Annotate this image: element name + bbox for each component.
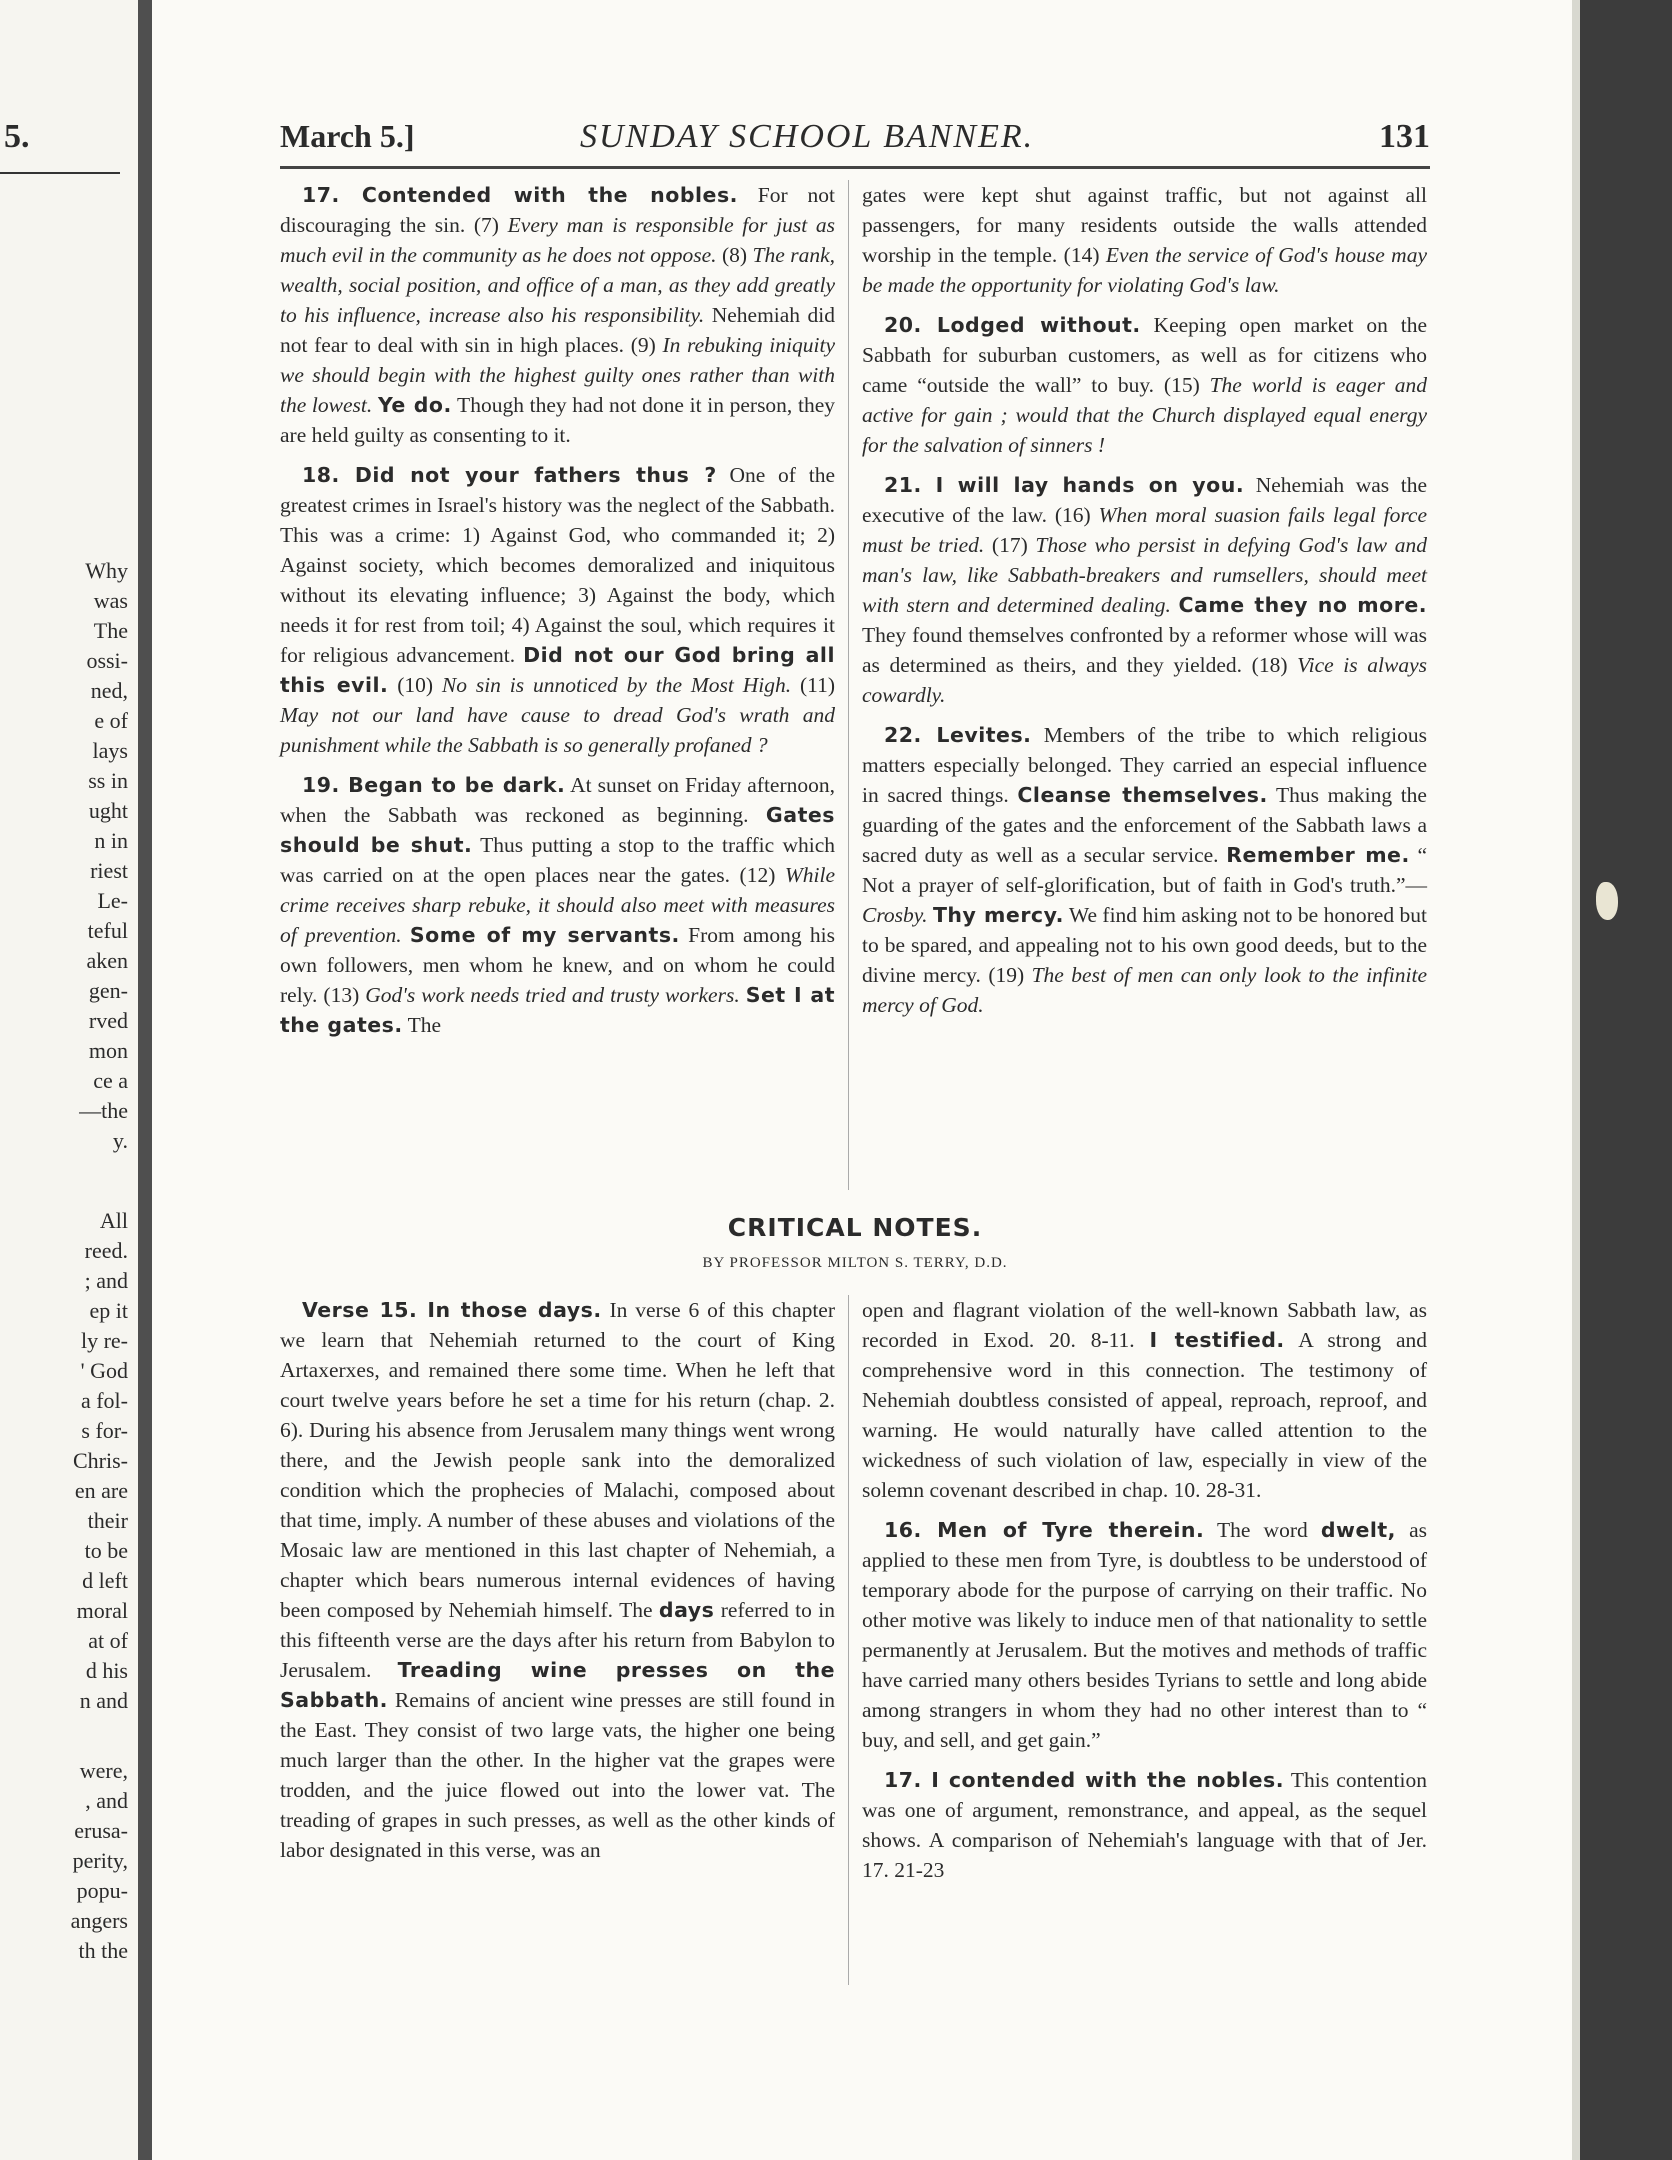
italic-lesson-run: Crosby. [862,903,928,927]
bold-heading-run: Treading wine presses on the Sabbath. [280,1658,836,1712]
previous-page-line: —the [79,1098,128,1123]
previous-page-line: ' God [80,1358,128,1383]
text-run: From among his own followers, men whom he knew, and on whom he could rely. (13) [280,923,835,1007]
text-run: “ Not a prayer of self-glorification, but of faith in God's truth.”— [862,843,1427,897]
bold-heading-run: Gates should be shut. [280,803,835,857]
bold-heading-run: Did not our God bring all this evil. [280,643,835,697]
text-run: For not discouraging the sin. (7) [280,183,835,237]
previous-page-line: erusa- [74,1818,128,1843]
previous-page-line: ossi- [86,648,128,673]
text-run: One of the greatest crimes in Israel's history was the neglect of the Sabbath. This was a crime: 1) Against God, who commanded it; 2) Against society, which becomes demoralized and iniquitous without its elevating influence; 3) Against the body, which needs it for rest from toil; 4) Against the soul, which requires it for religious advancement. [280,463,835,667]
previous-page-line: moral [76,1598,128,1623]
italic-lesson-run: May not our land have cause to dread God's wrath and punishment while the Sabbath is so generally profaned ? [280,703,835,757]
previous-page-line: , and [85,1788,128,1813]
text-run: open and flagrant violation of the well-known Sabbath law, as recorded in Exod. 20. 8-11. [862,1298,1427,1352]
previous-page-line: mon [88,1038,128,1063]
previous-page-line: popu- [76,1878,128,1903]
text-run: We find him asking not to be honored but to be spared, and appealing not to his own good deeds, but to the divine mercy. (19) [862,903,1427,987]
text-run: (17) [984,533,1036,557]
critical-notes-byline: BY PROFESSOR MILTON S. TERRY, D.D. [702,1255,1008,1271]
bold-heading-run: 20. Lodged without. [884,313,1141,337]
text-run [402,923,410,947]
text-run: Remains of ancient wine presses are still found in the East. They consist of two large vats, the higher one being much larger than the other. In the higher vat the grapes were trodden, and the juice flowed out into the lower vat. The treading of grapes in such presses, as well as the other kinds of labor designated in this verse, was an [280,1688,835,1862]
previous-page-number: 5. [4,118,30,155]
bold-heading-run: Set I at the gates. [280,983,835,1037]
column-3 [280,1295,835,1875]
previous-page-line: en are [74,1478,128,1503]
previous-page-line: aken [86,948,128,973]
previous-page-line: Why [85,558,128,583]
text-run: as applied to these men from Tyre, is doubtless to be understood of temporary abode for the purpose of carrying on their traffic. No other motive was likely to induce men of that nationality to settle permanently at Jerusalem. But the motives and methods of traffic have carried many others besides Tyrians to settle and long abide among strangers in whom they had no other interest than to “ buy, and sell, and get gain.” [862,1518,1427,1752]
previous-page-line: d left [82,1568,128,1593]
bold-heading-run: 18. Did not your fathers thus ? [302,463,717,487]
paper-stain [1596,882,1618,920]
previous-page-line: y. [112,1128,128,1153]
bold-heading-run: Verse 15. In those days. [302,1298,602,1322]
previous-page-line: ly re- [80,1328,128,1353]
critical-notes-title: CRITICAL NOTES. [727,1213,983,1242]
verse-15-note [280,1295,835,1865]
running-header [280,118,1430,168]
text-run: The word [1204,1518,1321,1542]
text-run: A strong and comprehensive word in this connection. The testimony of Nehemiah doubtless consisted of appeal, reproach, reproof, and warning. He would naturally have called attention to the wickedness of such violation of law, especially in view of the solemn covenant described in chap. 10. 28-31. [862,1328,1427,1502]
italic-lesson-run: The world is eager and active for gain ; would that the Church displayed equal energy for the salvation of sinners ! [862,373,1427,457]
bold-heading-run: 19. Began to be dark. [302,773,566,797]
previous-page-line: gen- [88,978,128,1003]
previous-page-line: ned, [90,678,128,703]
bold-heading-run: 17. Contended with the nobles. [302,183,738,207]
previous-page-line: ce a [93,1068,128,1093]
previous-page-line: n and [79,1688,128,1713]
previous-page-line: riest [90,858,128,883]
bold-heading-run: 17. I contended with the nobles. [884,1768,1285,1792]
verse-16-note [862,1515,1427,1755]
text-run: gates were kept shut against traffic, but not against all passengers, for many residents outside the walls attended worship in the temple. (14) [862,183,1427,267]
bold-heading-run: dwelt, [1320,1518,1396,1542]
previous-page-rule [0,172,120,174]
book-gutter [138,0,152,2160]
note-18 [280,460,835,760]
italic-lesson-run: Even the service of God's house may be made the opportunity for violating God's law. [862,243,1427,297]
bold-heading-run: Ye do. [377,393,452,417]
previous-page-line: reed. [84,1238,128,1263]
column-divider-lower [848,1295,849,1985]
verse-15-continued [862,1295,1427,1505]
italic-lesson-run: In rebuking iniquity we should begin with the highest guilty ones rather than with the lowest. [280,333,835,417]
italic-lesson-run: Those who persist in defying God's law and man's law, like Sabbath-breakers and rumsellers, should meet with stern and determined dealing. [862,533,1427,617]
bold-heading-run: Cleanse themselves. [1017,783,1268,807]
bold-heading-run: Some of my servants. [409,923,680,947]
header-rule [280,166,1430,169]
text-run: In verse 6 of this chapter we learn that Nehemiah returned to the court of King Artaxerxes, and remained there some time. When he left that court twelve years before he set a time for his return (chap. 2. 6). During his absence from Jerusalem many things went wrong there, and the Jewish people sank into the demoralized condition which the prophecies of Malachi, composed about that time, imply. A number of these abuses and violations of the Mosaic law are mentioned in this last chapter of Nehemiah, a chapter which bears numerous internal evidences of having been composed by Nehemiah himself. The [280,1298,835,1622]
previous-page-line: e of [94,708,128,733]
note-19-continued [862,180,1427,300]
previous-page-line: teful [87,918,128,943]
italic-lesson-run: Every man is responsible for just as much evil in the community as he does not oppose. [280,213,835,267]
verse-17-note [862,1765,1427,1885]
text-run: At sunset on Friday afternoon, when the Sabbath was reckoned as beginning. [280,773,836,827]
previous-page-line: ught [88,798,128,823]
previous-page-line: Chris- [73,1448,128,1473]
previous-page-line: ; and [84,1268,128,1293]
previous-page-line: to be [84,1538,128,1563]
column-4 [862,1295,1427,1895]
note-17 [280,180,835,450]
text-run: Nehemiah was the executive of the law. (16) [862,473,1427,527]
bold-heading-run: Thy mercy. [932,903,1064,927]
previous-page-line: Le- [97,888,128,913]
column-1 [280,180,835,1050]
bold-heading-run: 16. Men of Tyre therein. [884,1518,1205,1542]
previous-page-line: ss in [88,768,128,793]
text-run: Keeping open market on the Sabbath for suburban customers, as well as for citizens who came “outside the wall” to buy. (15) [862,313,1427,397]
italic-lesson-run: The best of men can only look to the infinite mercy of God. [862,963,1427,1017]
note-21 [862,470,1427,710]
previous-page-line: their [87,1508,128,1533]
book-cover-edge [1580,0,1672,2160]
bold-heading-run: Came they no more. [1178,593,1428,617]
previous-page-line: All [99,1208,128,1233]
previous-page-line: th the [78,1938,128,1963]
text-run: (11) [791,673,835,697]
text-run: They found themselves confronted by a reformer whose will was as determined as theirs, and they yielded. (18) [862,623,1427,677]
italic-lesson-run: No sin is unnoticed by the Most High. [441,673,792,697]
note-20 [862,310,1427,460]
previous-page-line: The [93,618,128,643]
text-run: referred to in this fifteenth verse are the days after his return from Babylon to Jerusalem. [280,1598,835,1682]
text-run: (10) [388,673,442,697]
italic-lesson-run: The rank, wealth, social position, and office of a man, as they add greatly to his influence, increase also his responsibility. [280,243,835,327]
bold-heading-run: 21. I will lay hands on you. [884,473,1245,497]
text-run: The [402,1013,442,1037]
previous-page-line: rved [88,1008,128,1033]
column-divider [848,180,849,1190]
note-22 [862,720,1427,1020]
italic-lesson-run: While crime receives sharp rebuke, it should also meet with measures of prevention. [280,863,835,947]
previous-page-line: s for- [81,1418,128,1443]
text-run: Nehemiah did not fear to deal with sin in high places. (9) [280,303,836,357]
previous-page-line: perity, [72,1848,128,1873]
previous-page-line: a fol- [80,1388,128,1413]
text-run: This contention was one of argument, remonstrance, and appeal, as the sequel shows. A comparison of Nehemiah's language with that of Jer. 17. 21-23 [862,1768,1428,1882]
text-run: Members of the tribe to which religious matters especially belonged. They carried an especial influence in sacred things. [862,723,1427,807]
italic-lesson-run: When moral suasion fails legal force must be tried. [862,503,1428,557]
previous-page-line: was [93,588,128,613]
header-title: SUNDAY SCHOOL BANNER. [580,118,1035,155]
text-run: Though they had not done it in person, they are held guilty as consenting to it. [280,393,835,447]
bold-heading-run: I testified. [1149,1328,1285,1352]
previous-page-line: were, [79,1758,128,1783]
previous-page-fragment [0,0,136,2160]
column-2 [862,180,1427,1030]
italic-lesson-run: God's work needs tried and trusty workers. [365,983,740,1007]
text-run: (8) [716,243,753,267]
previous-page-line: n in [94,828,128,853]
previous-page-line: angers [70,1908,128,1933]
bold-heading-run: Remember me. [1226,843,1410,867]
text-run: Thus putting a stop to the traffic which was carried on at the open places near the gates. (12) [280,833,835,887]
header-date: March 5.] [280,118,415,154]
header-page-number: 131 [1379,118,1430,155]
italic-lesson-run: Vice is always cowardly. [862,653,1427,707]
previous-page-line: lays [92,738,128,763]
bold-heading-run: days [658,1598,715,1622]
previous-page-line: d his [85,1658,128,1683]
text-run: Thus making the guarding of the gates and the enforcement of the Sabbath laws a sacred duty as well as a secular service. [862,783,1427,867]
previous-page-line: ep it [89,1298,128,1323]
bold-heading-run: 22. Levites. [884,723,1032,747]
previous-page-line: at of [88,1628,128,1653]
note-19 [280,770,835,1040]
